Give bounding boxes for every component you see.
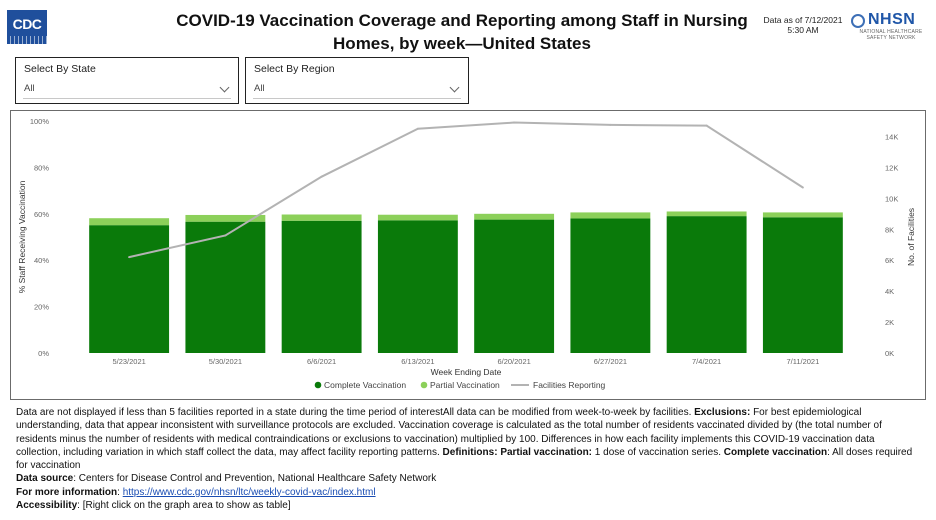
bar-complete-vaccination <box>89 225 169 353</box>
footer-more-info: For more information: https://www.cdc.gov/nhsn/ltc/weekly-covid-vac/index.html <box>16 486 376 498</box>
legend-partial-swatch <box>421 382 428 389</box>
state-filter-label: Select By State <box>24 63 96 75</box>
y2-tick-label: 12K <box>885 163 899 173</box>
y-axis-title: % Staff Receiving Vaccination <box>17 180 27 294</box>
y2-tick-label: 10K <box>885 194 899 204</box>
x-axis-title: Week Ending Date <box>430 367 502 377</box>
data-time: 5:30 AM <box>787 25 819 35</box>
y-tick-label: 0% <box>38 349 49 358</box>
region-filter-label: Select By Region <box>254 63 335 75</box>
bar-complete-vaccination <box>282 221 362 353</box>
bar-partial-vaccination <box>474 214 554 220</box>
nhsn-tagline: NATIONAL HEALTHCARE SAFETY NETWORK <box>859 29 923 41</box>
more-info-label: For more information <box>16 486 118 498</box>
y-tick-label: 60% <box>33 209 49 219</box>
bar-partial-vaccination <box>667 211 747 216</box>
legend-partial-label: Partial Vaccination <box>430 380 500 390</box>
x-tick-label: 5/30/2021 <box>208 357 243 366</box>
footer-intro: Data are not displayed if less than 5 facilities reported in a state during the time period of interestAll data can be modified from week-to-week by facilities. <box>16 407 692 418</box>
bar-partial-vaccination <box>282 214 362 220</box>
definitions-label: Definitions: <box>442 446 498 458</box>
bar-partial-vaccination <box>763 212 843 217</box>
accessibility-label: Accessibility <box>16 500 78 512</box>
complete-text: : All doses required for vaccination <box>16 446 913 472</box>
region-dropdown-value: All <box>254 83 265 94</box>
bar-complete-vaccination <box>570 218 650 353</box>
nhsn-logo-text: NHSN <box>868 11 916 28</box>
y2-tick-label: 6K <box>885 256 895 266</box>
footer-definitions <box>16 406 916 472</box>
accessibility-text: : [Right click on the graph area to show as table] <box>77 500 291 512</box>
x-tick-label: 6/27/2021 <box>593 357 628 366</box>
x-tick-label: 6/13/2021 <box>401 357 435 366</box>
facilities-point <box>513 122 515 124</box>
y2-tick-label: 14K <box>885 132 899 142</box>
x-tick-label: 6/20/2021 <box>497 357 531 366</box>
legend-facilities-label: Facilities Reporting <box>533 380 606 390</box>
y2-tick-label: 0K <box>885 349 895 358</box>
bar-partial-vaccination <box>570 212 650 218</box>
data-as-of: Data as of 7/12/2021 <box>763 15 843 25</box>
cdc-logo <box>7 10 47 44</box>
nhsn-logo <box>851 13 929 41</box>
exclusions-text: For best epidemiological understanding, data that appear inconsistent with surveillance protocols are excluded. Vaccination coverage is calculated as the total number of residents vaccinated divided by (the total number of residents minus the number of residents with medical contraindications or exclusions to vaccination) multiplied by 100. Differences in how each facility implements this COVID-19 vaccination data collection, including variation in which staff collect the data, may affect facility reporting patterns. <box>16 407 882 458</box>
state-filter <box>15 57 239 104</box>
bar-complete-vaccination <box>378 220 458 353</box>
y-tick-label: 20% <box>33 302 49 312</box>
complete-label: Complete vaccination <box>723 446 828 458</box>
y2-tick-label: 2K <box>885 318 895 328</box>
state-dropdown[interactable] <box>23 80 231 99</box>
y-tick-label: 80% <box>33 163 49 173</box>
facilities-point <box>128 256 130 258</box>
region-filter <box>245 57 469 104</box>
bar-complete-vaccination <box>474 220 554 353</box>
footer-notes <box>16 406 916 512</box>
source-label: Data source <box>16 473 74 485</box>
partial-text: 1 dose of vaccination series. <box>594 446 721 458</box>
chevron-down-icon <box>220 83 230 93</box>
vaccination-chart[interactable] <box>11 111 925 399</box>
y2-tick-label: 4K <box>885 287 895 297</box>
facilities-point <box>802 187 804 189</box>
footer-source <box>16 472 916 485</box>
source-text: : Centers for Disease Control and Prevention, National Healthcare Safety Network <box>73 473 437 485</box>
y2-axis-title: No. of Facilities <box>906 207 916 267</box>
chevron-down-icon <box>450 83 460 93</box>
bar-complete-vaccination <box>763 217 843 353</box>
x-tick-label: 6/6/2021 <box>307 357 337 366</box>
bar-partial-vaccination <box>89 218 169 225</box>
legend-complete-label: Complete Vaccination <box>324 380 407 390</box>
bar-partial-vaccination <box>378 215 458 221</box>
bar-complete-vaccination <box>667 216 747 353</box>
state-dropdown-value: All <box>24 83 35 94</box>
nhsn-emblem-icon <box>851 14 865 28</box>
chart-container[interactable] <box>10 110 926 400</box>
exclusions-label: Exclusions: <box>694 407 751 418</box>
facilities-point <box>609 124 611 126</box>
more-info-link[interactable]: https://www.cdc.gov/nhsn/ltc/weekly-covid-vac/index.html <box>122 486 376 498</box>
y2-tick-label: 8K <box>885 225 895 235</box>
y-tick-label: 40% <box>33 256 49 266</box>
page-title: COVID-19 Vaccination Coverage and Reporting among Staff in Nursing Homes, by week—United States <box>176 11 748 53</box>
x-tick-label: 7/4/2021 <box>692 357 722 366</box>
region-dropdown[interactable] <box>253 80 461 99</box>
partial-label: Partial vaccination: <box>500 446 593 458</box>
x-tick-label: 7/11/2021 <box>786 357 820 366</box>
x-tick-label: 5/23/2021 <box>112 357 146 366</box>
legend-complete-swatch <box>315 382 322 389</box>
facilities-point <box>417 128 419 130</box>
footer-accessibility <box>16 499 916 512</box>
cdc-logo-text: CDC <box>12 16 42 32</box>
facilities-point <box>706 125 708 127</box>
facilities-point <box>321 176 323 178</box>
facilities-point <box>224 234 226 236</box>
y-tick-label: 100% <box>29 117 49 126</box>
data-timestamp <box>758 15 848 35</box>
